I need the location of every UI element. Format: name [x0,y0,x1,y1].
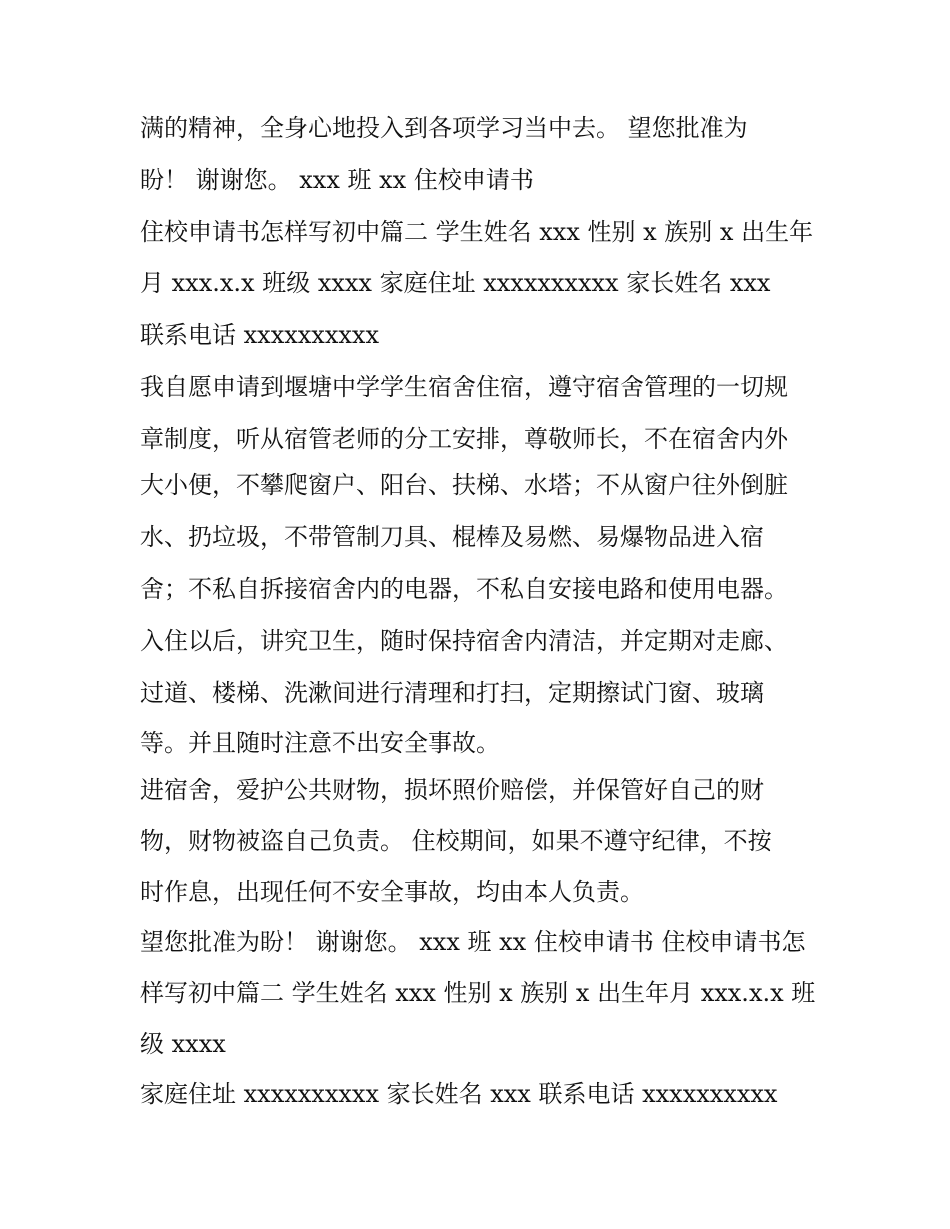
text-line: 住校申请书怎样写初中篇二 学生姓名 xxx 性别 x 族别 x 出生年 [140,218,814,246]
text-line: 舍；不私自拆接宿舍内的电器，不私自安接电路和使用电器。 [140,575,788,603]
text-line: 联系电话 xxxxxxxxxx [140,321,379,349]
text-line: 满的精神，全身心地投入到各项学习当中去。 望您批准为 [140,114,748,142]
text-line: 样写初中篇二 学生姓名 xxx 性别 x 族别 x 出生年月 xxx.x.x 班 [140,979,816,1007]
text-line: 水、扔垃圾，不带管制刀具、棍棒及易燃、易爆物品进入宿 [140,523,764,551]
text-line: 大小便，不攀爬窗户、阳台、扶梯、水塔；不从窗户往外倒脏 [140,471,788,499]
text-line: 物，财物被盗自己负责。 住校期间，如果不遵守纪律，不按 [140,827,772,855]
text-line: 等。并且随时注意不出安全事故。 [140,729,500,757]
text-line: 级 xxxx [140,1030,226,1058]
text-line: 章制度，听从宿管老师的分工安排，尊敬师长，不在宿舍内外 [140,425,788,453]
text-line: 过道、楼梯、洗漱间进行清理和打扫，定期擦试门窗、玻璃 [140,679,764,707]
text-line: 我自愿申请到堰塘中学学生宿舍住宿，遵守宿舍管理的一切规 [140,373,788,401]
text-line: 盼！ 谢谢您。 xxx 班 xx 住校申请书 [140,166,534,194]
text-line: 进宿舍，爱护公共财物，损坏照价赔偿，并保管好自己的财 [140,776,764,804]
text-line: 时作息，出现任何不安全事故，均由本人负责。 [140,878,644,906]
text-line: 月 xxx.x.x 班级 xxxx 家庭住址 xxxxxxxxxx 家长姓名 xxx [140,269,771,297]
text-line: 家庭住址 xxxxxxxxxx 家长姓名 xxx 联系电话 xxxxxxxxxx [140,1080,778,1108]
text-line: 入住以后，讲究卫生，随时保持宿舍内清洁，并定期对走廊、 [140,627,788,655]
text-line: 望您批准为盼！ 谢谢您。 xxx 班 xx 住校申请书 住校申请书怎 [140,928,806,956]
